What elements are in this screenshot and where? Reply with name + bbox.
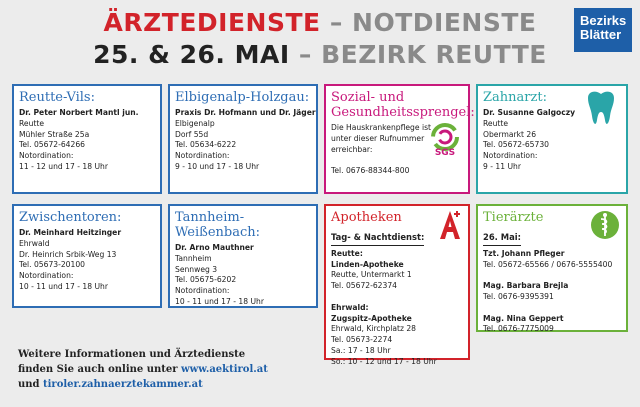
- hours-label: Notordination:: [175, 286, 230, 296]
- box-reutte-vils: [12, 84, 162, 194]
- box-subtitle: Tag- & Nachtdienst:: [331, 232, 424, 246]
- town: Ehrwald: [19, 238, 50, 248]
- box-title: Reutte-Vils:: [19, 90, 95, 105]
- town: Reutte: [19, 118, 45, 128]
- hours-label: Notordination:: [483, 151, 538, 161]
- box-elbigenalp: [168, 84, 318, 194]
- info-line: unter dieser Rufnummer: [331, 133, 425, 143]
- box-title: Apotheken: [331, 210, 402, 225]
- box-title-2: Weißenbach:: [175, 225, 261, 240]
- box-tannheim-weissenbach: [168, 204, 318, 308]
- logo-line-1: Bezirks: [580, 13, 627, 28]
- phone: Tel. 0676-7775009: [483, 324, 554, 334]
- hours: 9 - 10 und 17 - 18 Uhr: [175, 161, 260, 171]
- hours-label: Notordination:: [19, 271, 74, 281]
- hours: 10 - 11 und 17 - 18 Uhr: [175, 296, 264, 306]
- sgs-logo-text: SGS: [434, 148, 456, 156]
- headline-date: 25. & 26. MAI: [93, 40, 290, 69]
- bezirksblaetter-logo: [574, 8, 632, 52]
- footer-line-3-text: und: [18, 379, 44, 390]
- location-label: Reutte:: [331, 248, 363, 258]
- tooth-icon: [584, 90, 618, 128]
- hours: 10 - 11 und 17 - 18 Uhr: [19, 281, 108, 291]
- hours-label: Notordination:: [175, 151, 230, 161]
- address: Mühler Straße 25a: [19, 129, 90, 139]
- box-zwischentoren: [12, 204, 162, 308]
- doctor-name: Praxis Dr. Hofmann und Dr. Jäger: [175, 108, 316, 117]
- doctor-name: Dr. Arno Mauthner: [175, 243, 254, 252]
- apotheke-a-icon: [438, 210, 462, 240]
- spacer-line: [483, 270, 621, 281]
- pharmacy-name: Zugspitz-Apotheke: [331, 313, 412, 323]
- veterinary-icon: [590, 210, 620, 240]
- phone: Tel. 05672-64266: [19, 140, 86, 150]
- pharmacy-name: Linden-Apotheke: [331, 259, 404, 269]
- address: Reutte, Untermarkt 1: [331, 270, 412, 280]
- box-title-1: Tannheim-: [175, 210, 245, 225]
- box-title: Zahnarzt:: [483, 90, 547, 105]
- box-zahnarzt: [476, 84, 628, 194]
- phone: Tel. 0676-9395391: [483, 291, 554, 301]
- phone: Tel. 05673-2274: [331, 335, 393, 345]
- headline-bezirk: – BEZIRK REUTTE: [298, 40, 547, 69]
- address: Ehrwald, Kirchplatz 28: [331, 324, 417, 334]
- info-line: erreichbar:: [331, 144, 373, 154]
- link-zahnaerztekammer[interactable]: tiroler.zahnaerztekammer.at: [43, 379, 203, 390]
- hours: 9 - 11 Uhr: [483, 161, 521, 171]
- spacer-line: [483, 303, 621, 314]
- headline-aerztedienste: ÄRZTEDIENSTE: [103, 8, 321, 37]
- town: Reutte: [483, 118, 509, 128]
- phone: Tel. 05672-65566 / 0676-5555400: [483, 259, 613, 269]
- footer-line-2-text: finden Sie auch online unter: [18, 364, 182, 375]
- headline-notdienste: – NOTDIENSTE: [329, 8, 537, 37]
- address: Obermarkt 26: [483, 129, 537, 139]
- box-tieraerzte: [476, 204, 628, 332]
- footer-line-3: [18, 377, 268, 392]
- info-line: Die Hauskrankenpflege ist: [331, 123, 431, 132]
- sgs-logo-icon: [428, 122, 462, 156]
- hours-saturday: Sa.: 17 - 18 Uhr: [331, 345, 391, 355]
- hours: 11 - 12 und 17 - 18 Uhr: [19, 161, 108, 171]
- town: Tannheim: [175, 253, 212, 263]
- footer-info: [18, 347, 268, 392]
- phone: Tel. 05672-65730: [483, 140, 550, 150]
- vet-name: Mag. Barbara Brejla: [483, 281, 569, 291]
- phone: Tel. 05675-6202: [175, 275, 237, 285]
- footer-line-2: [18, 362, 268, 377]
- hours-label: Notordination:: [19, 151, 74, 161]
- link-aektirol[interactable]: www.aektirol.at: [181, 364, 268, 375]
- doctor-name: Dr. Peter Norbert Mantl jun.: [19, 108, 139, 117]
- phone: Tel. 0676-88344-800: [331, 166, 410, 176]
- hours-sunday: So.: 10 - 12 und 17 - 18 Uhr: [331, 356, 437, 366]
- box-title: Elbigenalp-Holzgau:: [175, 90, 310, 105]
- spacer-line: [331, 155, 463, 166]
- vet-name: Tzt. Johann Pfleger: [483, 248, 565, 258]
- doctor-name: Dr. Meinhard Heitzinger: [19, 228, 122, 237]
- phone: Tel. 05634-6222: [175, 140, 237, 150]
- town: Elbigenalp: [175, 118, 215, 128]
- location-label: Ehrwald:: [331, 302, 369, 312]
- box-sozial-gesundheitssprengel: [324, 84, 475, 194]
- phone: Tel. 05672-62374: [331, 281, 398, 291]
- box-apotheken: [324, 204, 470, 366]
- address: Dr. Heinrich Srbik-Weg 13: [19, 249, 117, 259]
- address: Dorf 55d: [175, 129, 209, 139]
- box-title-1: Sozial- und: [331, 90, 405, 105]
- vet-name: Mag. Nina Geppert: [483, 313, 564, 323]
- headline-line-1: [0, 8, 640, 37]
- logo-line-2: Blätter: [580, 27, 622, 42]
- footer-line-1: Weitere Informationen und Ärztedienste: [18, 349, 246, 360]
- box-title-2: Gesundheitssprengel:: [331, 105, 475, 120]
- headline-line-2: [0, 40, 640, 69]
- phone: Tel. 05673-20100: [19, 260, 86, 270]
- spacer-line: [331, 292, 463, 303]
- doctor-name: Dr. Susanne Galgoczy: [483, 108, 576, 117]
- address: Sennweg 3: [175, 264, 218, 274]
- box-title: Tierärzte: [483, 210, 544, 225]
- box-title: Zwischentoren:: [19, 210, 122, 225]
- box-subtitle: 26. Mai:: [483, 232, 521, 246]
